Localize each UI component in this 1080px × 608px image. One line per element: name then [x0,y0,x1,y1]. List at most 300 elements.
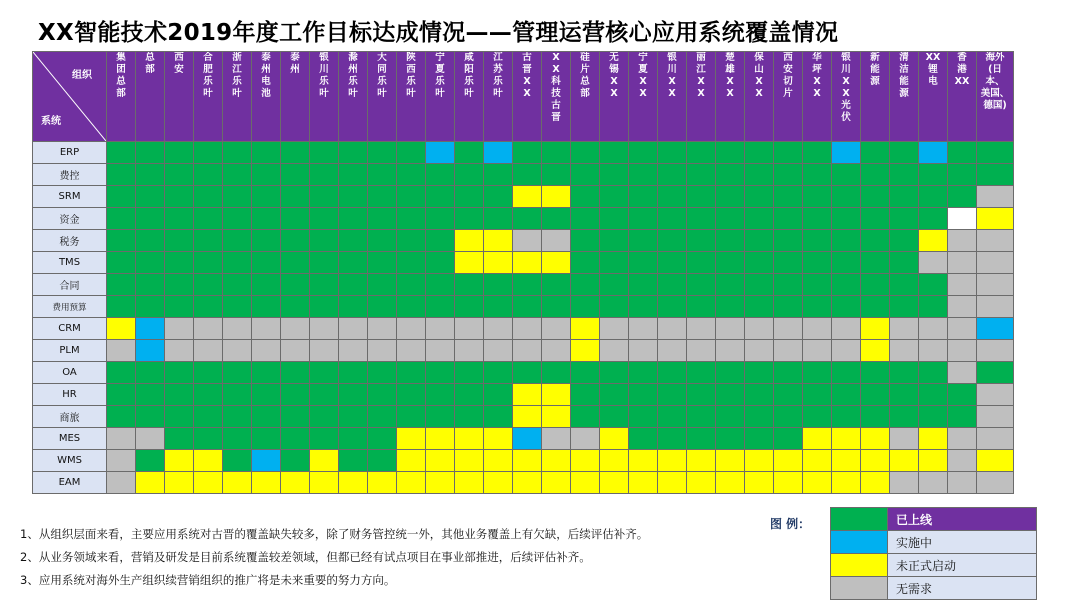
status-cell [600,450,629,472]
status-cell [861,296,890,318]
status-cell [165,450,194,472]
system-label: 费控 [33,164,107,186]
legend-label: 实施中 [888,531,1037,554]
status-cell [629,208,658,230]
status-cell [339,274,368,296]
status-cell [687,428,716,450]
status-cell [861,164,890,186]
status-cell [223,384,252,406]
status-cell [455,406,484,428]
status-cell [107,230,136,252]
status-cell [194,186,223,208]
org-header [426,52,455,142]
status-cell [919,318,948,340]
status-cell [977,208,1014,230]
system-label: PLM [33,340,107,362]
status-cell [745,428,774,450]
status-cell [194,252,223,274]
org-header-label: XX 锂 电 [925,52,941,87]
status-cell [484,340,513,362]
status-cell [397,274,426,296]
system-label: EAM [33,472,107,494]
status-cell [513,406,542,428]
org-header-label: 咸 阳 乐 叶 [464,52,474,99]
status-cell [832,384,861,406]
org-header [194,52,223,142]
status-cell [600,164,629,186]
status-cell [194,296,223,318]
status-cell [687,230,716,252]
status-cell [107,186,136,208]
status-cell [716,318,745,340]
status-cell [803,428,832,450]
status-cell [223,428,252,450]
status-cell [890,362,919,384]
status-cell [484,472,513,494]
status-cell [629,450,658,472]
status-cell [513,362,542,384]
org-header [745,52,774,142]
status-cell [484,384,513,406]
org-header [107,52,136,142]
status-cell [774,208,803,230]
status-cell [194,318,223,340]
org-header [803,52,832,142]
status-cell [513,428,542,450]
status-cell [774,450,803,472]
status-cell [919,142,948,164]
status-cell [977,164,1014,186]
status-cell [919,450,948,472]
status-cell [861,230,890,252]
status-cell [165,472,194,494]
status-cell [281,208,310,230]
status-cell [861,142,890,164]
system-label: MES [33,428,107,450]
status-cell [977,252,1014,274]
system-row [33,384,1014,406]
status-cell [136,340,165,362]
status-cell [803,362,832,384]
status-cell [368,362,397,384]
status-cell [948,252,977,274]
status-cell [716,274,745,296]
status-cell [832,296,861,318]
org-header [919,52,948,142]
status-cell [310,164,339,186]
status-cell [136,296,165,318]
status-cell [977,296,1014,318]
status-cell [281,186,310,208]
status-cell [629,296,658,318]
system-label: HR [33,384,107,406]
status-cell [919,340,948,362]
status-cell [426,142,455,164]
status-cell [513,142,542,164]
status-cell [513,208,542,230]
status-cell [223,142,252,164]
status-cell [745,362,774,384]
org-header [484,52,513,142]
org-header-label: 西 安 [174,52,184,75]
status-cell [368,274,397,296]
status-cell [774,362,803,384]
status-cell [919,362,948,384]
org-header [281,52,310,142]
status-cell [948,318,977,340]
status-cell [194,362,223,384]
status-cell [629,384,658,406]
status-cell [600,362,629,384]
status-cell [687,208,716,230]
status-cell [571,142,600,164]
system-row [33,186,1014,208]
org-header [977,52,1014,142]
status-cell [281,472,310,494]
status-cell [339,208,368,230]
status-cell [339,230,368,252]
status-cell [426,318,455,340]
status-cell [658,274,687,296]
status-cell [658,208,687,230]
status-cell [861,274,890,296]
status-cell [310,296,339,318]
status-cell [252,142,281,164]
status-cell [571,340,600,362]
status-cell [513,296,542,318]
status-cell [919,384,948,406]
status-cell [803,142,832,164]
status-cell [310,362,339,384]
status-cell [861,472,890,494]
status-cell [571,164,600,186]
status-cell [832,230,861,252]
status-cell [716,142,745,164]
coverage-matrix [32,51,1014,494]
status-cell [165,362,194,384]
status-cell [513,318,542,340]
status-cell [194,472,223,494]
status-cell [977,384,1014,406]
status-cell [542,208,571,230]
status-cell [571,384,600,406]
system-row [33,340,1014,362]
org-header [310,52,339,142]
status-cell [716,472,745,494]
status-cell [687,450,716,472]
system-row [33,428,1014,450]
org-header [774,52,803,142]
status-cell [716,164,745,186]
status-cell [397,252,426,274]
status-cell [919,274,948,296]
corner-diagonal [33,52,106,141]
status-cell [368,406,397,428]
status-cell [165,208,194,230]
system-label: TMS [33,252,107,274]
org-header [455,52,484,142]
status-cell [484,406,513,428]
org-header-label: 总 部 [145,52,155,75]
status-cell [513,384,542,406]
status-cell [832,406,861,428]
status-cell [542,450,571,472]
status-cell [629,406,658,428]
status-cell [600,186,629,208]
status-cell [397,296,426,318]
status-cell [890,252,919,274]
status-cell [455,274,484,296]
status-cell [890,450,919,472]
status-cell [948,450,977,472]
status-cell [629,164,658,186]
status-cell [658,230,687,252]
status-cell [252,318,281,340]
legend-swatch [831,531,888,554]
status-cell [252,186,281,208]
status-cell [455,142,484,164]
org-header [716,52,745,142]
status-cell [571,296,600,318]
org-header-label: 合 肥 乐 叶 [203,52,213,99]
status-cell [542,362,571,384]
note-3: 3、应用系统对海外生产组织续营销组织的推广将是未来重要的努力方向。 [20,573,396,587]
system-label: 资金 [33,208,107,230]
system-row [33,362,1014,384]
org-header-label: 银 川 X X [667,52,677,99]
status-cell [745,142,774,164]
status-cell [803,296,832,318]
status-cell [136,362,165,384]
status-cell [571,230,600,252]
status-cell [368,252,397,274]
status-cell [919,296,948,318]
status-cell [339,450,368,472]
status-cell [107,362,136,384]
status-cell [455,362,484,384]
status-cell [861,186,890,208]
status-cell [745,340,774,362]
status-cell [281,274,310,296]
status-cell [281,428,310,450]
status-cell [107,274,136,296]
status-cell [426,340,455,362]
status-cell [310,318,339,340]
status-cell [513,274,542,296]
status-cell [542,296,571,318]
status-cell [194,230,223,252]
system-row [33,208,1014,230]
status-cell [368,384,397,406]
status-cell [745,296,774,318]
status-cell [803,186,832,208]
status-cell [310,472,339,494]
org-header-label: 浙 江 乐 叶 [232,52,242,99]
status-cell [861,428,890,450]
status-cell [339,296,368,318]
status-cell [948,406,977,428]
status-cell [774,472,803,494]
status-cell [774,142,803,164]
status-cell [948,230,977,252]
status-cell [919,406,948,428]
status-cell [252,406,281,428]
status-cell [339,384,368,406]
status-cell [281,252,310,274]
status-cell [194,208,223,230]
status-cell [397,318,426,340]
status-cell [571,274,600,296]
status-cell [861,252,890,274]
status-cell [600,406,629,428]
org-header-label: 清 洁 能 源 [899,52,909,99]
status-cell [832,252,861,274]
legend-swatch [831,508,888,531]
status-cell [310,142,339,164]
status-cell [136,208,165,230]
status-cell [368,296,397,318]
legend-title: 图 例： [770,517,811,531]
org-header-label: 丽 江 X X [696,52,706,99]
status-cell [136,164,165,186]
status-cell [397,230,426,252]
status-cell [977,406,1014,428]
org-header-label: 陕 西 乐 叶 [406,52,416,99]
status-cell [832,450,861,472]
status-cell [629,472,658,494]
status-cell [310,340,339,362]
status-cell [658,340,687,362]
status-cell [832,340,861,362]
status-cell [165,274,194,296]
system-row [33,252,1014,274]
status-cell [716,450,745,472]
status-cell [368,230,397,252]
status-cell [484,230,513,252]
status-cell [948,384,977,406]
status-cell [484,318,513,340]
status-cell [484,208,513,230]
status-cell [919,164,948,186]
status-cell [890,318,919,340]
status-cell [484,252,513,274]
status-cell [687,340,716,362]
status-cell [426,274,455,296]
status-cell [861,318,890,340]
legend-item [831,554,1037,577]
status-cell [629,252,658,274]
status-cell [281,384,310,406]
status-cell [310,384,339,406]
org-header-label: 无 锡 X X [609,52,619,99]
status-cell [803,274,832,296]
matrix-corner [33,52,107,142]
status-cell [948,362,977,384]
status-cell [339,164,368,186]
status-cell [774,186,803,208]
system-row [33,274,1014,296]
status-cell [542,142,571,164]
status-cell [890,472,919,494]
status-cell [542,384,571,406]
status-cell [223,318,252,340]
org-header-label: 江 苏 乐 叶 [493,52,503,99]
status-cell [600,318,629,340]
system-label: OA [33,362,107,384]
status-cell [629,362,658,384]
status-cell [252,252,281,274]
status-cell [397,142,426,164]
status-cell [745,406,774,428]
status-cell [745,186,774,208]
status-cell [513,164,542,186]
status-cell [484,142,513,164]
status-cell [745,384,774,406]
status-cell [397,406,426,428]
status-cell [919,230,948,252]
status-cell [600,252,629,274]
status-cell [745,164,774,186]
status-cell [774,230,803,252]
status-cell [107,208,136,230]
status-cell [687,362,716,384]
status-cell [803,340,832,362]
status-cell [658,318,687,340]
status-cell [484,428,513,450]
status-cell [861,362,890,384]
org-header-label: 新 能 源 [870,52,880,87]
status-cell [397,340,426,362]
status-cell [890,428,919,450]
status-cell [774,384,803,406]
status-cell [977,318,1014,340]
status-cell [542,230,571,252]
org-header-label: 楚 雄 X X [725,52,735,99]
status-cell [658,472,687,494]
status-cell [397,208,426,230]
status-cell [397,164,426,186]
system-label: WMS [33,450,107,472]
status-cell [339,362,368,384]
status-cell [658,296,687,318]
status-cell [542,164,571,186]
status-cell [600,230,629,252]
org-header [165,52,194,142]
status-cell [890,340,919,362]
status-cell [977,186,1014,208]
status-cell [426,428,455,450]
status-cell [426,252,455,274]
legend-swatch [831,577,888,600]
legend-item [831,508,1037,531]
status-cell [687,384,716,406]
status-cell [716,428,745,450]
legend-swatch [831,554,888,577]
status-cell [165,252,194,274]
status-cell [658,384,687,406]
org-header-label: 大 同 乐 叶 [377,52,387,99]
org-header [629,52,658,142]
status-cell [310,428,339,450]
status-cell [136,230,165,252]
status-cell [368,142,397,164]
status-cell [223,406,252,428]
status-cell [484,362,513,384]
status-cell [484,450,513,472]
status-cell [513,450,542,472]
status-cell [890,142,919,164]
status-cell [919,472,948,494]
